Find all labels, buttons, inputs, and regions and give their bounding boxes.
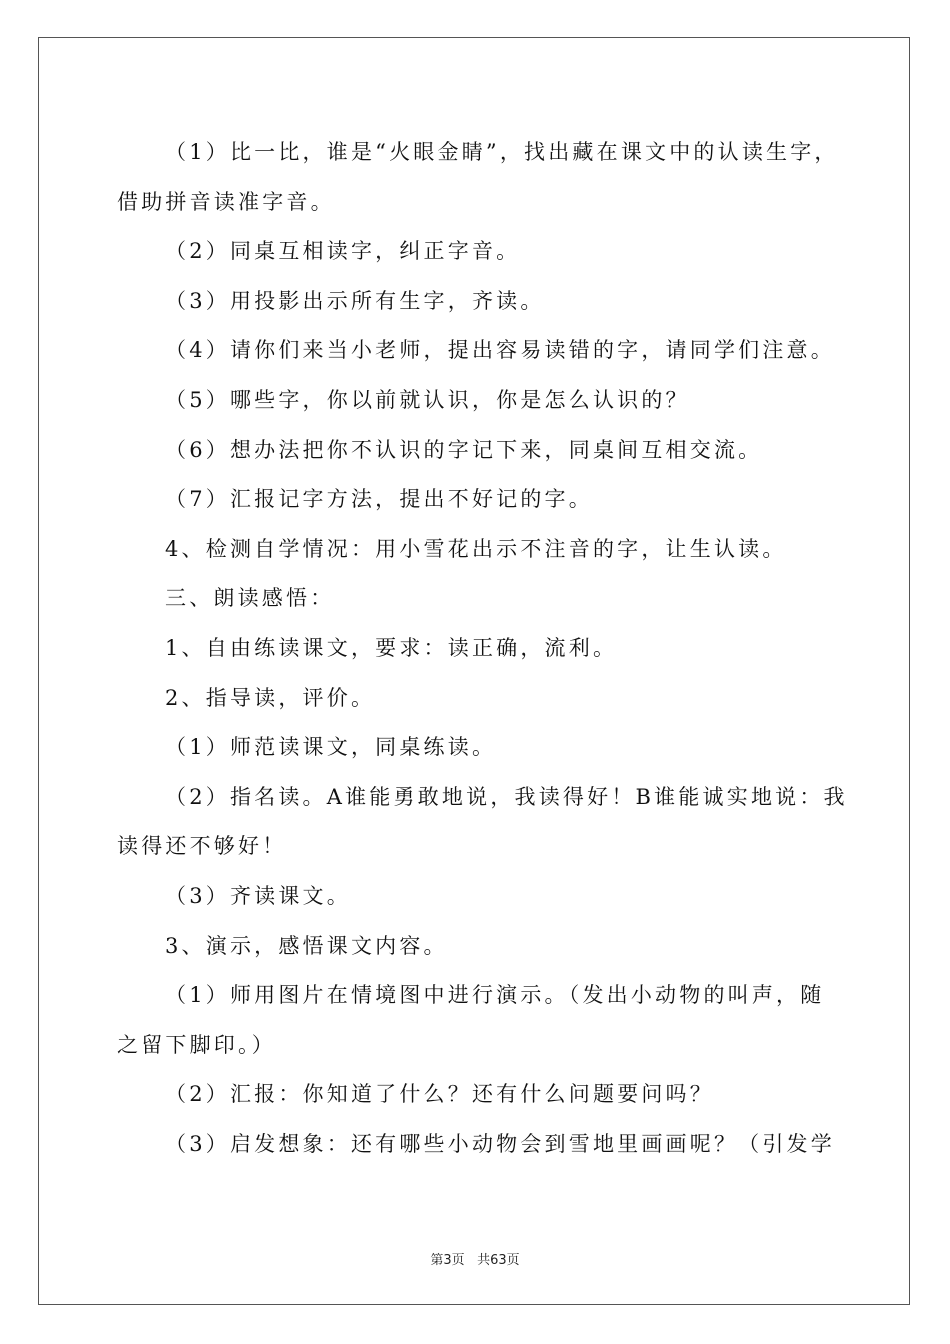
text-line: （2）汇报：你知道了什么？还有什么问题要问吗？: [165, 1082, 714, 1107]
text-line: 借助拼音读准字音。: [117, 189, 335, 214]
page-number: 第3页: [430, 1253, 465, 1268]
text-line: （2）同桌互相读字，纠正字音。: [165, 239, 521, 264]
text-line: （1）师用图片在情境图中进行演示。（发出小动物的叫声，随: [165, 983, 825, 1008]
text-line: （2）指名读。A谁能勇敢地说，我读得好！B谁能诚实地说：我: [165, 784, 848, 809]
document-body: [117, 128, 848, 1169]
text-line: （6）想办法把你不认识的字记下来，同桌间互相交流。: [165, 437, 763, 462]
text-line: 读得还不够好！: [117, 834, 287, 859]
page-footer: [0, 1249, 950, 1268]
text-line: （1）比一比，谁是“火眼金睛”，找出藏在课文中的认读生字，: [165, 140, 839, 164]
text-line: 4、检测自学情况：用小雪花出示不注音的字，让生认读。: [165, 536, 787, 561]
text-line: （4）请你们来当小老师，提出容易读错的字，请同学们注意。: [165, 338, 835, 363]
text-line: （3）用投影出示所有生字，齐读。: [165, 288, 545, 313]
section-heading: 三、朗读感悟：: [165, 586, 335, 611]
text-line: 1、自由练读课文，要求：读正确，流利。: [165, 635, 618, 660]
text-line: （5）哪些字，你以前就认识，你是怎么认识的？: [165, 387, 690, 412]
text-line: （1）师范读课文，同桌练读。: [165, 735, 497, 760]
text-line: 3、演示，感悟课文内容。: [165, 933, 448, 958]
text-line: （3）启发想象：还有哪些小动物会到雪地里画画呢？（引发学: [165, 1131, 835, 1156]
page-total: 共63页: [477, 1253, 520, 1268]
text-line: （7）汇报记字方法，提出不好记的字。: [165, 487, 593, 512]
text-line: （3）齐读课文。: [165, 883, 351, 908]
text-line: 2、指导读，评价。: [165, 685, 376, 710]
text-line: 之留下脚印。）: [117, 1032, 276, 1057]
